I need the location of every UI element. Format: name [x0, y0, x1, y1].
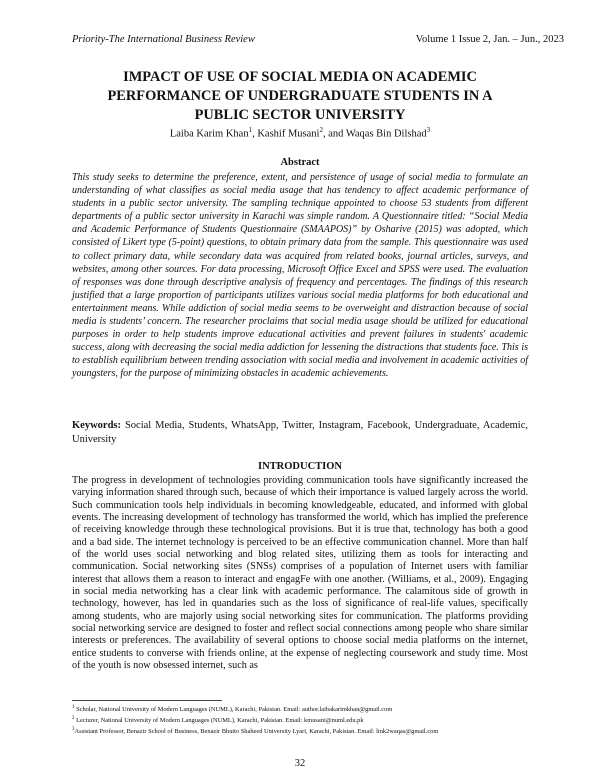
abstract-text: This study seeks to determine the preference, extent, and persistence of usage of social media to formulate an understanding of what classifies as social media usage that has tendency to affect academic performance of students in a public sector university. The sampling technique appointed to choose 53 students from different departments of a public sector university in Karachi was simple random. A Questionnaire titled: “Social Media and Academic Performance of Students Questionnaire (SMAAPOS)” by Osharive (2015) was adopted, which consisted of Likert type (5-point) questions, to obtain primary data from the sample. This questionnaire was used to collect primary data, while secondary data was acquired from related books, journal articles, surveys, and websites, among other sources. For data processing, Microsoft Office Excel and SPSS were used. The evaluation of responses was done through descriptive analysis of frequency and percentages. The findings of this research justified that a large proportion of participants utilizes various social media platforms for both educational and entertainment means. While addiction of social media seems to be overweight and distraction because of social media is students’ concern. The researcher proclaims that social media usage should be utilized for educational purposes in order to help students improve educational activities and prevent failures in students' academic success, along with decreasing the social media addiction for lessening the distractions that students face. This is to establish equilibrium between trending association with social media and involvement in academic activities of youngsters, for the purpose of minimizing obstacles in academic achievements.: [72, 172, 528, 380]
footnotes: [72, 703, 532, 736]
introduction-heading: INTRODUCTION: [257, 461, 342, 472]
footnote-text: Scholar, National University of Modern Languages (NUML), Karachi, Pakistan. Email: author.laibakarimkhan@gmail.com: [74, 706, 393, 714]
keywords: [72, 419, 528, 446]
page-number: 32: [294, 758, 306, 769]
author-separator: , and: [322, 128, 346, 140]
author-affiliation-mark: 3: [426, 126, 431, 134]
introduction-text: The progress in development of technologies providing communication tools have significantly increased the varying information shared through such, because of which their importance is valued largely across the world. Such communication tools help individuals in becoming knowledgeable, educated, and informed with global events. The increasing development of technology has transformed the world, which has implied the preference of receiving knowledge through these technological provisions. But it is true that, technology has both a good and a bad side. The internet technology is perceived to be an effective communication channel. More than half of the world uses social networking and blog related sites, utilizing them as tools for interacting and communication. Social networking sites (SNSs) comprises of a population of Internet users with familiar interest that allows them a reason to interact and engagFe with one another. (Williams, et al., 2009). Engaging in social media networking has a clear link with academic performance. The calamitous side of growth in technology, however, has led in quandaries such as the loss of significance of real-life values, specifically among students, who are majorly using social networking sites for communication. The platforms providing social networking service are designed to foster and reflect social connections among people who share similar interests or preferences. The availability of several options to choose social media platforms on the internet, entice students to converse with friends online, at the expense of neglecting coursework and study time. Most of the youth is now obsessed internet, such as: [72, 475, 528, 672]
author-affiliation-mark: 2: [319, 126, 323, 134]
footnote-divider: [72, 700, 222, 701]
keywords-label: Keywords:: [72, 420, 121, 431]
keywords-text: Social Media, Students, WhatsApp, Twitter, Instagram, Facebook, Undergraduate, Academic, University: [72, 420, 528, 445]
author-affiliation-mark: 1: [248, 126, 253, 134]
author-separator: ,: [252, 128, 258, 140]
author-name: Kashif Musani: [257, 128, 320, 140]
footnote-text: Assistant Professor, Benazir School of Business, Benazir Bhutto Shaheed University Lyari, Karachi, Pakistan. Email: link2waqas@gmail.com: [74, 728, 439, 736]
footnote: [72, 725, 532, 736]
author-name: Laiba Karim Khan: [169, 128, 249, 140]
footnote-mark: 1: [72, 705, 75, 710]
abstract-heading: Abstract: [280, 157, 320, 168]
issue-info: Volume 1 Issue 2, Jan. – Jun., 2023: [415, 34, 564, 45]
author-list: [80, 126, 520, 140]
footnote: [72, 703, 532, 714]
paper-title: IMPACT OF USE OF SOCIAL MEDIA ON ACADEMIC PERFORMANCE OF UNDERGRADUATE STUDENTS IN A PUBLIC SECTOR UNIVERSITY: [107, 69, 493, 123]
footnote: [72, 714, 532, 725]
footnote-mark: 2: [72, 716, 75, 722]
footnote-text: Lecturer, National University of Modern Languages (NUML), Karachi, Pakistan. Email: kmusani@numl.edu.pk: [74, 717, 364, 725]
footnote-mark: 3: [72, 727, 75, 733]
author-name: Waqas Bin Dilshad: [345, 128, 427, 140]
journal-name: Priority-The International Business Review: [72, 34, 255, 45]
